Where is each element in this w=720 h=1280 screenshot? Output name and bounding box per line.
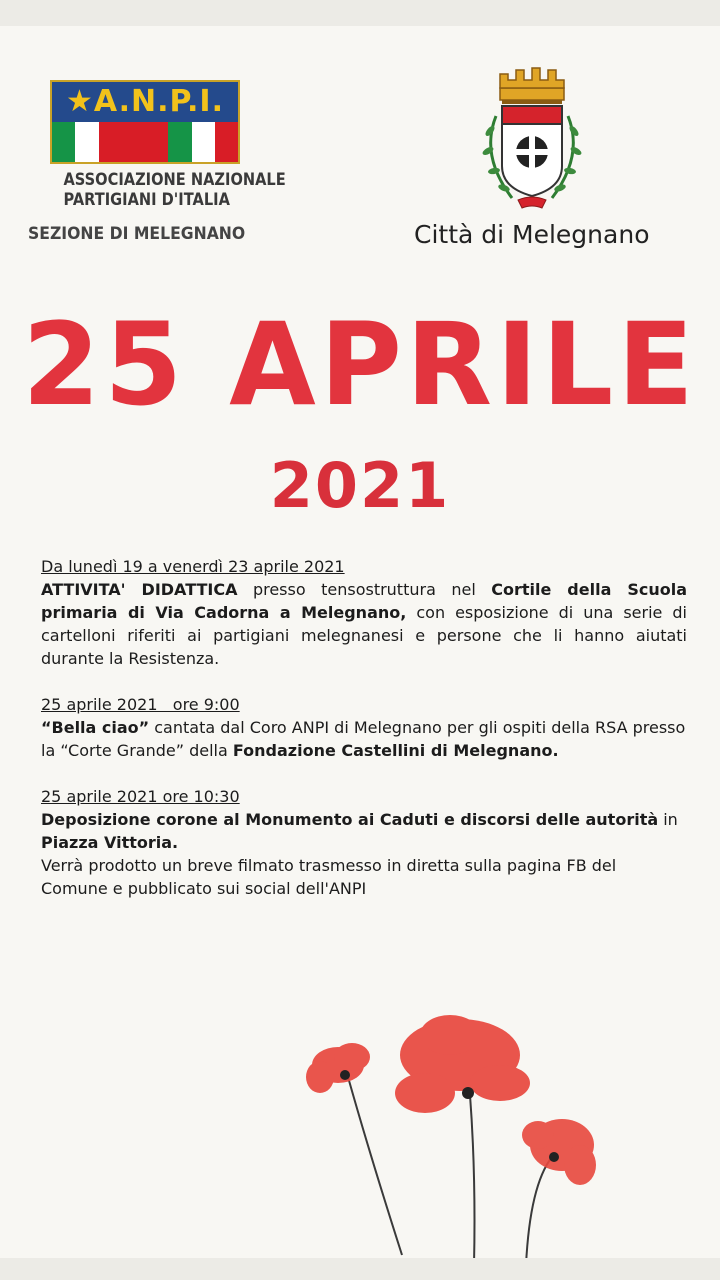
event3-place: Piazza Vittoria. bbox=[41, 833, 179, 852]
anpi-sezione: SEZIONE DI MELEGNANO bbox=[28, 224, 246, 244]
event3-note: Verrà prodotto un breve filmato trasmesso in diretta sulla pagina FB del Comune e pubblicato sui social dell'ANPI bbox=[41, 856, 617, 898]
poppies-illustration-icon bbox=[290, 1005, 620, 1265]
anpi-banner bbox=[50, 80, 240, 164]
event1-place: Cortile della Scuola primaria di Via Cadorna a Melegnano, bbox=[41, 580, 687, 622]
paper-edge-bottom bbox=[0, 1258, 720, 1280]
event3-text1: in bbox=[658, 810, 678, 829]
event3-title: Deposizione corone al Monumento ai Caduti e discorsi delle autorità bbox=[41, 810, 659, 829]
anpi-name-line1: ASSOCIAZIONE NAZIONALE bbox=[63, 170, 286, 190]
event2-place: Fondazione Castellini di Melegnano. bbox=[232, 741, 559, 760]
event2-description bbox=[41, 716, 687, 762]
coat-of-arms-icon bbox=[472, 66, 592, 216]
paper-edge-top bbox=[0, 0, 720, 26]
municipality-name: Città di Melegnano bbox=[414, 220, 650, 249]
event2-text1: cantata dal Coro ANPI di Melegnano per gli ospiti della RSA presso la “Corte Grande” della bbox=[41, 718, 686, 760]
event2-date: 25 aprile 2021 ore 9:00 bbox=[41, 695, 240, 714]
anpi-logo bbox=[50, 80, 286, 210]
event3-description bbox=[41, 808, 687, 854]
event1-text2: con esposizione di una serie di cartelloni riferiti ai partigiani melegnanesi e persone che li hanno aiutati durante la Resistenza. bbox=[41, 603, 687, 668]
event1-title: ATTIVITA' DIDATTICA bbox=[41, 580, 238, 599]
anpi-name-line2: PARTIGIANI D'ITALIA bbox=[63, 190, 230, 210]
anpi-flags bbox=[52, 122, 238, 162]
event1-date: Da lunedì 19 a venerdì 23 aprile 2021 bbox=[41, 557, 345, 576]
event2-title: “Bella ciao” bbox=[41, 718, 150, 737]
headline-year: 2021 bbox=[269, 449, 451, 522]
event3-date: 25 aprile 2021 ore 10:30 bbox=[41, 787, 240, 806]
event1-text1: presso tensostruttura nel bbox=[237, 580, 492, 599]
event-list bbox=[41, 555, 687, 900]
anpi-acronym: ★A.N.P.I. bbox=[52, 82, 238, 122]
event1-description bbox=[41, 578, 687, 670]
headline-title: 25 APRILE bbox=[22, 298, 698, 432]
